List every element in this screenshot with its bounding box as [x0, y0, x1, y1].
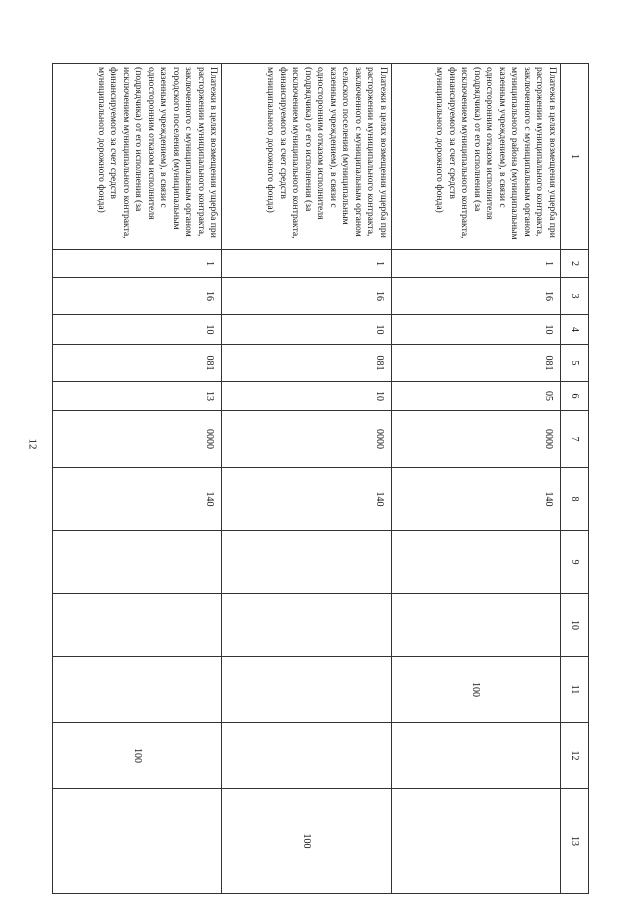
code-cell: 140 [53, 468, 222, 531]
code-cell: 16 [391, 278, 560, 315]
code-cell: 140 [222, 468, 391, 531]
code-cell: 10 [391, 315, 560, 345]
column-header: 9 [561, 531, 589, 594]
column-header: 12 [561, 723, 589, 789]
value-cell [222, 723, 391, 789]
code-cell: 081 [222, 345, 391, 382]
column-header: 2 [561, 250, 589, 278]
table-row [222, 64, 391, 894]
code-cell: 05 [391, 382, 560, 411]
column-header: 11 [561, 657, 589, 723]
revenue-codes-table-wrapper [52, 63, 589, 893]
column-header: 13 [561, 789, 589, 894]
value-cell: 100 [53, 723, 222, 789]
value-cell [53, 594, 222, 657]
value-cell [222, 531, 391, 594]
value-cell: 100 [391, 657, 560, 723]
table-row [391, 64, 560, 894]
code-cell: 10 [222, 382, 391, 411]
row-description: Платежи в целях возмещения ущерба при расторжении муниципального контракта, заключенного с муниципальным органом сельского поселения (муниципальным казенным учреждением), в связи с односторонним отказом исполнителя (подрядчика) от его исполнения (за исключением муниципального контракта, финансируемого за счет средств муниципального дорожного фонда) [222, 64, 391, 250]
value-cell [391, 789, 560, 894]
value-cell [391, 723, 560, 789]
code-cell: 13 [53, 382, 222, 411]
value-cell [391, 531, 560, 594]
column-header: 1 [561, 64, 589, 250]
column-header: 8 [561, 468, 589, 531]
revenue-codes-table [52, 63, 589, 894]
column-header: 4 [561, 315, 589, 345]
code-cell: 1 [222, 250, 391, 278]
column-header: 5 [561, 345, 589, 382]
column-header: 10 [561, 594, 589, 657]
column-header: 7 [561, 411, 589, 468]
code-cell: 10 [53, 315, 222, 345]
value-cell: 100 [222, 789, 391, 894]
code-cell: 1 [53, 250, 222, 278]
code-cell: 081 [53, 345, 222, 382]
row-description: Платежи в целях возмещения ущерба при расторжении муниципального контракта, заключенного с муниципальным органом городского поселения (муниципальным казенным учреждением), в связи с односторонним отказом исполнителя (подрядчика) от его исполнения (за исключением муниципального контракта, финансируемого за счет средств муниципального дорожного фонда) [53, 64, 222, 250]
code-cell: 0000 [53, 411, 222, 468]
code-cell: 081 [391, 345, 560, 382]
page-number: 12 [26, 438, 39, 450]
value-cell [53, 789, 222, 894]
row-description: Платежи в целях возмещения ущерба при расторжении муниципального контракта, заключенного с муниципальным органом муниципального района (муниципальным казенным учреждением), в связи с односторонним отказом исполнителя (подрядчика) от его исполнения (за исключением муниципального контракта, финансируемого за счет средств муниципального дорожного фонда) [391, 64, 560, 250]
code-cell: 1 [391, 250, 560, 278]
value-cell [222, 657, 391, 723]
code-cell: 0000 [391, 411, 560, 468]
table-row [53, 64, 222, 894]
header-row [561, 64, 589, 894]
column-header: 6 [561, 382, 589, 411]
code-cell: 16 [222, 278, 391, 315]
code-cell: 140 [391, 468, 560, 531]
code-cell: 0000 [222, 411, 391, 468]
value-cell [391, 594, 560, 657]
value-cell [53, 657, 222, 723]
value-cell [222, 594, 391, 657]
code-cell: 10 [222, 315, 391, 345]
column-header: 3 [561, 278, 589, 315]
code-cell: 16 [53, 278, 222, 315]
value-cell [53, 531, 222, 594]
